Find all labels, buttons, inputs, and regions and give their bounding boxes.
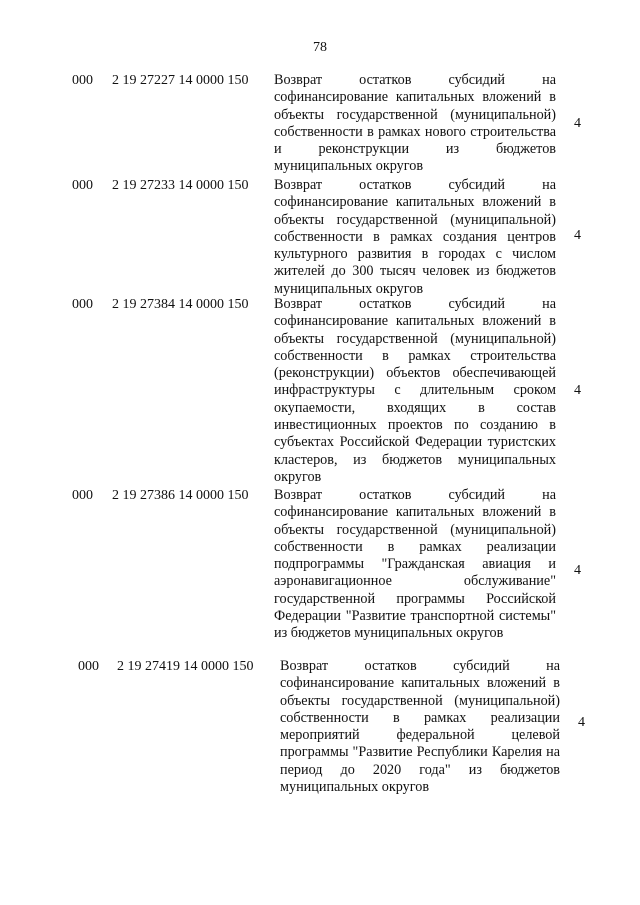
budget-classification-code: 2 19 27227 14 0000 150 [112, 73, 249, 88]
income-description: Возврат остатков субсидий на софинансирование капитальных вложений в объекты государственной (муниципальной) собственности в рамках создания центров культурного развития в городах с числом жителей до 300 тысяч человек из бюджетов муниципальных округов [274, 177, 556, 297]
norm-value: 4 [574, 116, 581, 131]
norm-value: 4 [578, 715, 585, 730]
admin-code: 000 [72, 488, 93, 503]
budget-classification-code: 2 19 27384 14 0000 150 [112, 297, 249, 312]
admin-code: 000 [72, 297, 93, 312]
budget-classification-code: 2 19 27386 14 0000 150 [112, 488, 249, 503]
admin-code: 000 [78, 659, 99, 674]
page-number: 78 [313, 40, 327, 55]
income-description: Возврат остатков субсидий на софинансирование капитальных вложений в объекты государственной (муниципальной) собственности в рамках реализации подпрограммы "Гражданская авиация и аэронавигационное обслуживание" государственной программы Российской Федерации "Развитие транспортной системы" из бюджетов муниципальных округов [274, 487, 556, 642]
admin-code: 000 [72, 178, 93, 193]
budget-classification-code: 2 19 27419 14 0000 150 [117, 659, 254, 674]
budget-classification-code: 2 19 27233 14 0000 150 [112, 178, 249, 193]
income-description: Возврат остатков субсидий на софинансирование капитальных вложений в объекты государственной (муниципальной) собственности в рамках строительства (реконструкции) объектов обеспечивающей инфраструктуры с длительным сроком окупаемости, входящих в состав инвестиционных проектов по созданию в субъектах Российской Федерации туристских кластеров, из бюджетов муниципальных округов [274, 296, 556, 485]
norm-value: 4 [574, 228, 581, 243]
income-description: Возврат остатков субсидий на софинансирование капитальных вложений в объекты государственной (муниципальной) собственности в рамках реализации мероприятий федеральной целевой программы "Развитие Республики Карелия на период до 2020 года" из бюджетов муниципальных округов [280, 658, 560, 796]
norm-value: 4 [574, 563, 581, 578]
admin-code: 000 [72, 73, 93, 88]
norm-value: 4 [574, 383, 581, 398]
income-description: Возврат остатков субсидий на софинансирование капитальных вложений в объекты государственной (муниципальной) собственности в рамках нового строительства и реконструкции из бюджетов муниципальных округов [274, 72, 556, 175]
